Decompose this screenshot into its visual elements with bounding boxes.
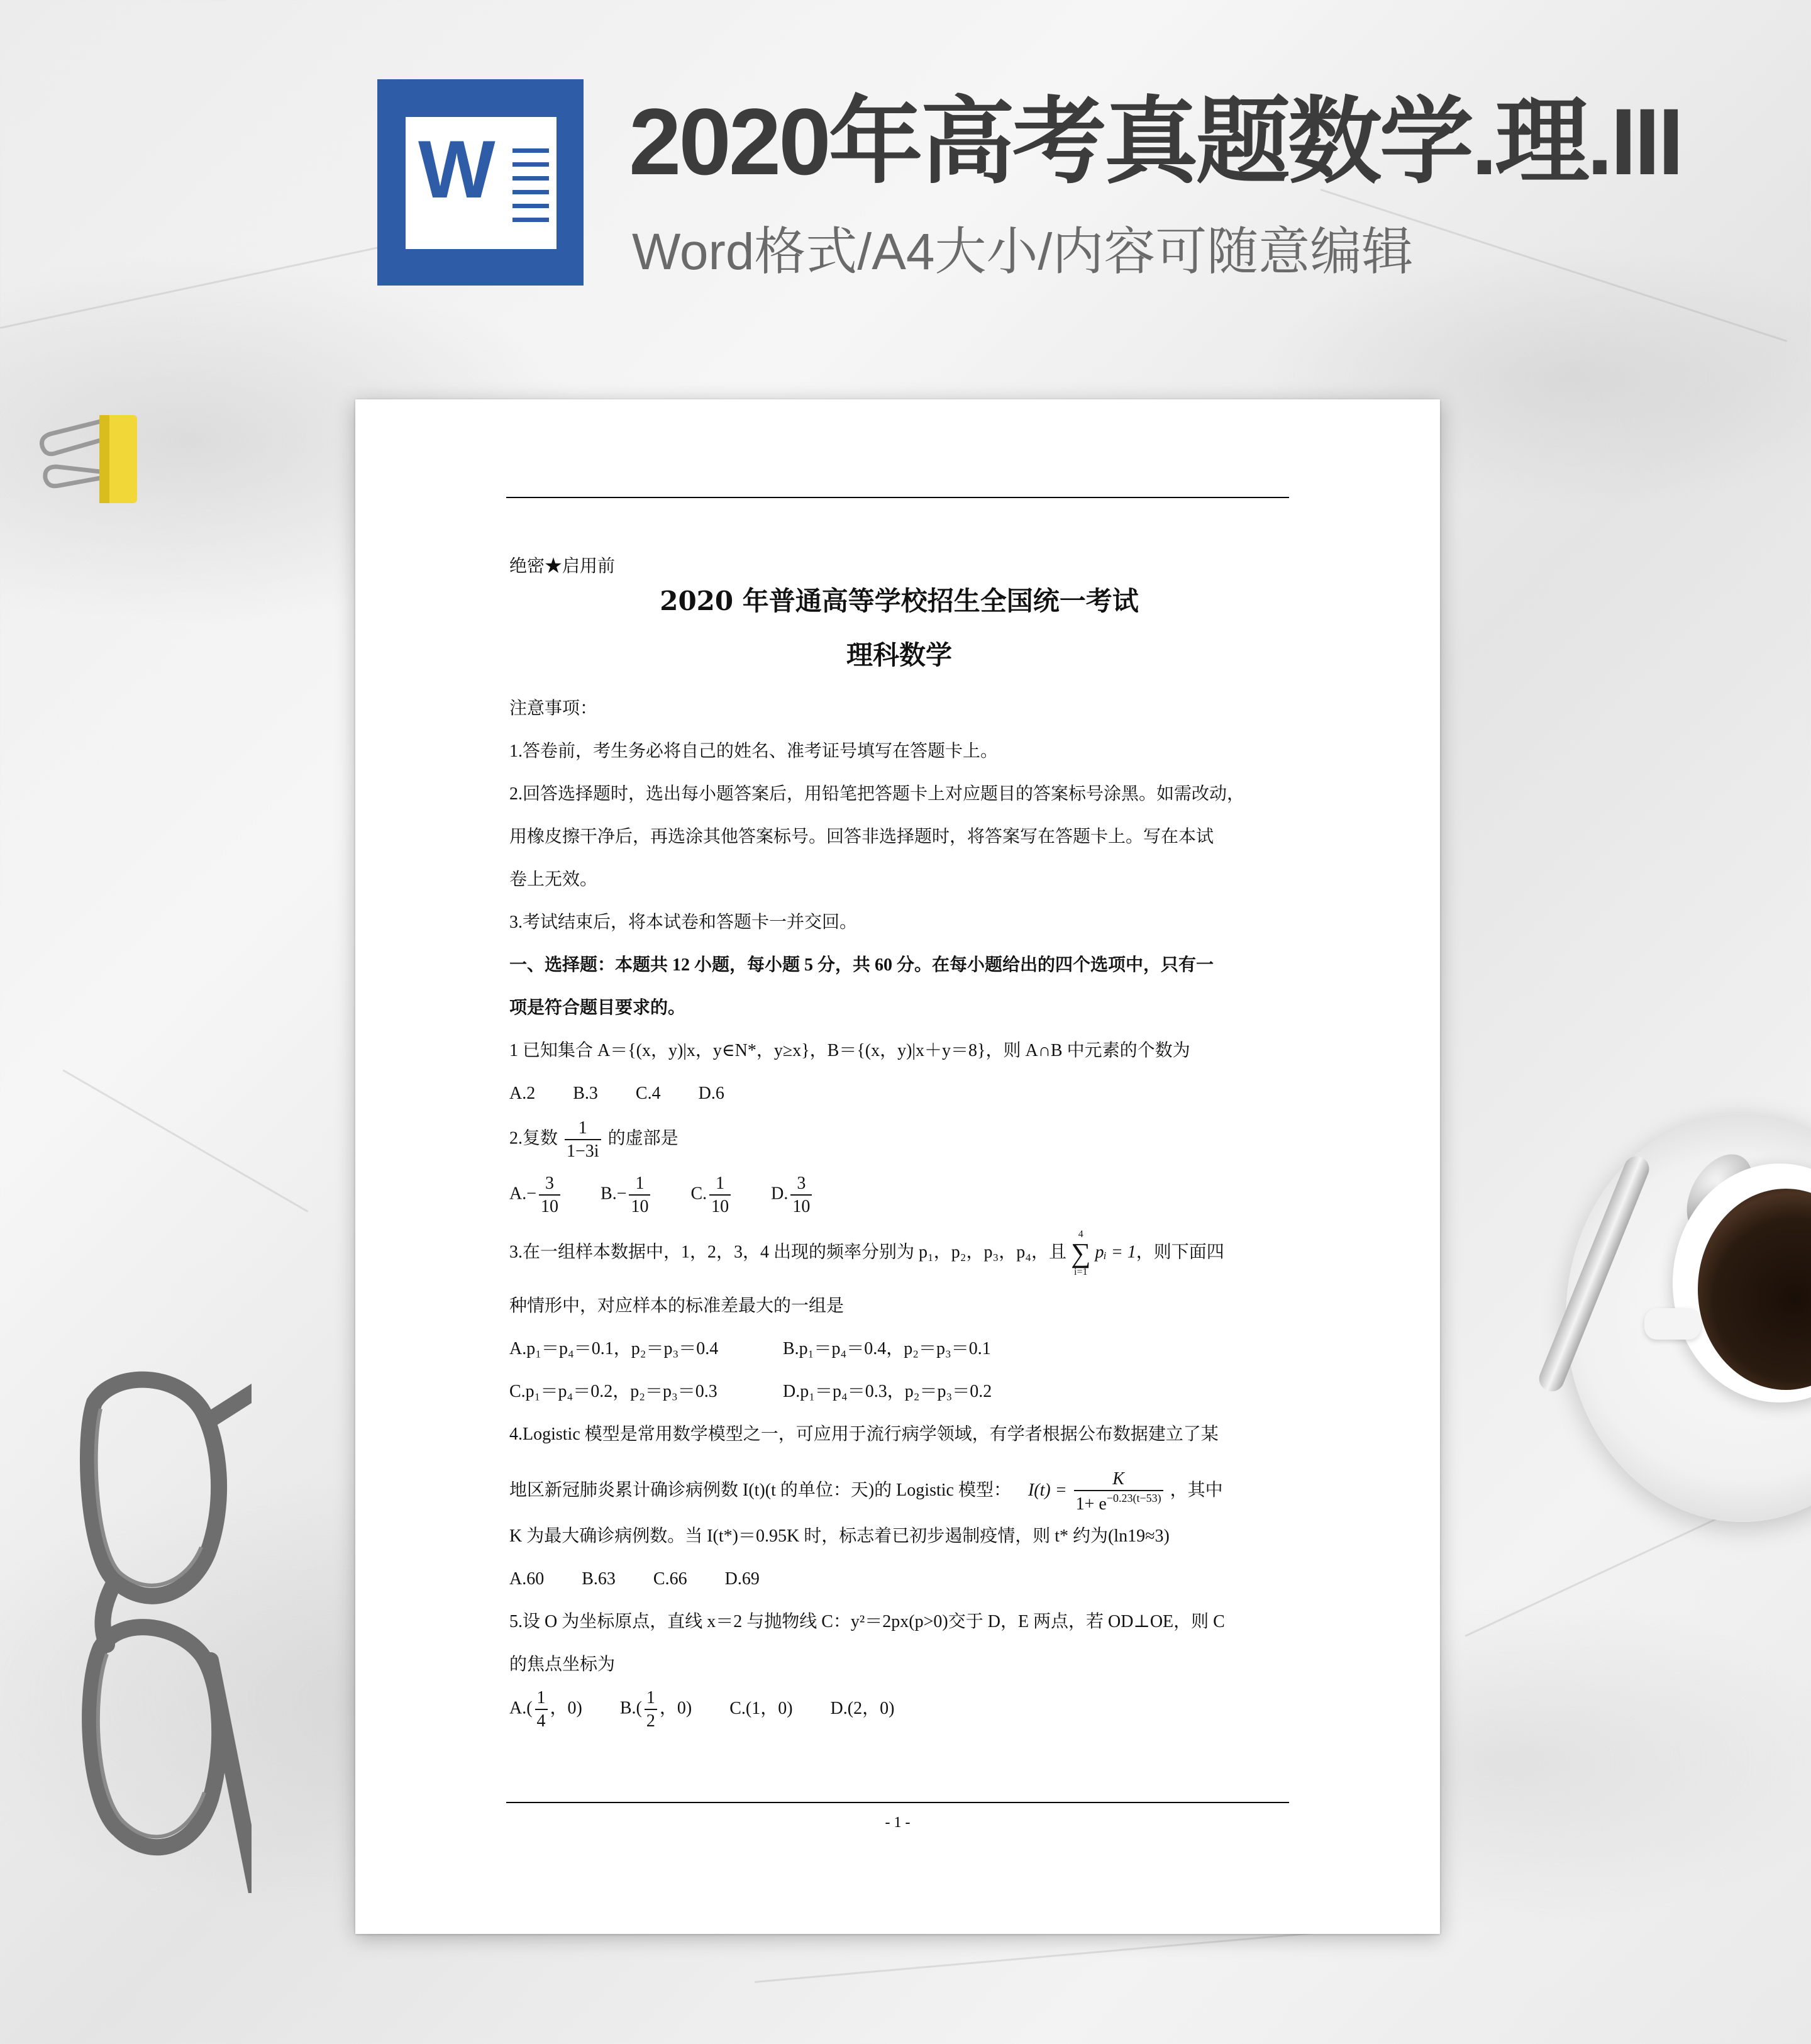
q2-fraction: [565, 1118, 601, 1162]
word-document-icon: [377, 79, 584, 286]
q3-sum-body: pᵢ = 1: [1095, 1242, 1136, 1262]
exam-title: 2020 年普通高等学校招生全国统一考试: [660, 586, 1139, 616]
cup-handle: [1644, 1308, 1701, 1340]
q5-option-b-label: B.(: [619, 1698, 642, 1718]
section-heading-line-2: 项是符合题目要求的。: [509, 998, 686, 1018]
q2-option-d: [771, 1173, 814, 1218]
question-3-line-1: [509, 1230, 1224, 1277]
q2-prefix: 2.复数: [509, 1128, 558, 1148]
q4-formula-exp: −0.23(t−53): [1106, 1491, 1161, 1504]
q2-fraction-numerator: 1: [578, 1118, 587, 1138]
q1-option-b: B.3: [573, 1084, 598, 1103]
page-number: - 1 -: [885, 1814, 911, 1831]
q2-option-a: [509, 1173, 563, 1218]
sigma-icon: ∑: [1071, 1238, 1091, 1269]
q5-option-c: C.(1，0): [729, 1698, 793, 1718]
question-1-options: [509, 1085, 762, 1103]
notice-heading: 注意事项：: [509, 699, 598, 718]
question-4-line-3: K 为最大确诊病例数。当 I(t*)＝0.95K 时，标志着已初步遏制疫情，则 t* 约为(ln19≈3): [509, 1526, 1170, 1546]
q3-option-b: B.p₁＝p₄＝0.4，p₂＝p₃＝0.1: [783, 1339, 991, 1358]
q2-suffix: 的虚部是: [607, 1128, 678, 1148]
q3-sum: [1071, 1230, 1090, 1277]
page-title: 2020年高考真题数学.理.III: [629, 89, 1682, 194]
q2-option-a-num: 3: [545, 1174, 555, 1193]
q2-option-d-num: 3: [797, 1174, 806, 1193]
q4-option-d: D.69: [724, 1569, 760, 1589]
q4-option-c: C.66: [653, 1569, 687, 1589]
question-4-line-1: 4.Logistic 模型是常用数学模型之一，可应用于流行病学领域，有学者根据公布数据建立了某: [509, 1425, 1219, 1444]
q5-option-a-num: 1: [536, 1688, 546, 1708]
q5-option-a-tail: ，0): [550, 1698, 582, 1718]
binder-clip-icon: [38, 409, 151, 509]
q2-option-c-den: 10: [709, 1194, 731, 1218]
page-subtitle: Word格式/A4大小/内容可随意编辑: [632, 223, 1414, 280]
q4-formula-fraction: [1074, 1469, 1163, 1515]
notice-2-line-3: 卷上无效。: [509, 870, 598, 889]
notice-3: 3.考试结束后，将本试卷和答题卡一并交回。: [509, 913, 858, 932]
section-heading-line-1: 一、选择题：本题共 12 小题，每小题 5 分，共 60 分。在每小题给出的四个选项中，只有一: [509, 955, 1214, 975]
question-4-line-2: [509, 1469, 1223, 1515]
q2-option-b: [601, 1173, 653, 1218]
q2-fraction-denominator: 1−3i: [565, 1139, 601, 1162]
q3-option-a: A.p₁＝p₄＝0.1，p₂＝p₃＝0.4: [509, 1339, 719, 1358]
question-5-line-1: 5.设 O 为坐标原点，直线 x＝2 与抛物线 C：y²＝2px(p>0)交于 D，E 两点，若 OD⊥OE，则 C: [509, 1612, 1225, 1631]
q4-formula-lhs: I(t) =: [1027, 1480, 1067, 1501]
q2-option-b-label: B.−: [601, 1184, 627, 1204]
q5-option-b: [620, 1687, 692, 1732]
q4-suffix: ，其中: [1170, 1480, 1223, 1501]
q1-option-c: C.4: [635, 1084, 661, 1103]
question-2: [509, 1118, 678, 1162]
q3-suffix: ，则下面四: [1136, 1242, 1224, 1262]
q2-option-c-num: 1: [716, 1174, 725, 1193]
exam-paper: [355, 399, 1440, 1934]
q4-option-a: A.60: [509, 1569, 545, 1589]
q2-option-b-num: 1: [635, 1174, 645, 1193]
q1-option-d: D.6: [698, 1084, 724, 1103]
q5-option-a: [509, 1687, 582, 1732]
question-5-line-2: 的焦点坐标为: [509, 1655, 616, 1674]
q2-option-a-label: A.−: [509, 1184, 537, 1204]
q2-option-c: [690, 1173, 733, 1218]
q1-option-a: A.2: [509, 1084, 536, 1103]
q5-option-b-tail: ，0): [659, 1698, 692, 1718]
eyeglasses-icon: [75, 1365, 252, 1893]
q3-prefix: 3.在一组样本数据中，1，2，3，4 出现的频率分别为 p₁，p₂，p₃，p₄，且: [509, 1242, 1067, 1262]
q4-formula-den-wrap: [1074, 1490, 1163, 1515]
q4-option-b: B.63: [582, 1569, 616, 1589]
q5-option-a-label: A.(: [509, 1698, 533, 1718]
notice-2-line-1: 2.回答选择题时，选出每小题答案后，用铅笔把答题卡上对应题目的答案标号涂黑。如需改动，: [509, 784, 1245, 804]
exam-subject: 理科数学: [846, 640, 952, 670]
question-4-options: [509, 1570, 797, 1588]
question-1: 1 已知集合 A＝{(x，y)|x，y∈N*，y≥x}，B＝{(x，y)|x＋y＝8}，则 A∩B 中元素的个数为: [509, 1041, 1190, 1060]
q3-sum-lower: i=1: [1074, 1267, 1088, 1277]
q4-formula-den: 1+ e: [1075, 1494, 1107, 1514]
q5-option-b-den: 2: [645, 1709, 657, 1732]
question-2-options: [509, 1173, 852, 1218]
secret-label: 绝密★启用前: [509, 557, 616, 576]
q5-option-a-den: 4: [535, 1709, 548, 1732]
question-3-line-2: 种情形中，对应样本的标准差最大的一组是: [509, 1296, 845, 1316]
word-icon-letter: W: [418, 123, 496, 215]
notice-1: 1.答卷前，考生务必将自己的姓名、准考证号填写在答题卡上。: [509, 742, 999, 761]
q2-option-c-label: C.: [690, 1184, 707, 1204]
q4-prefix: 地区新冠肺炎累计确诊病例数 I(t)(t 的单位：天)的 Logistic 模型：: [509, 1480, 1011, 1501]
header-rule: [506, 497, 1289, 498]
q3-option-d: D.p₁＝p₄＝0.3，p₂＝p₃＝0.2: [783, 1382, 992, 1401]
q5-option-b-num: 1: [646, 1688, 655, 1708]
q5-option-d: D.(2，0): [830, 1698, 895, 1718]
q2-option-d-den: 10: [790, 1194, 812, 1218]
q2-option-b-den: 10: [629, 1194, 650, 1218]
q4-formula-num: K: [1112, 1469, 1124, 1489]
question-5-options: [509, 1687, 932, 1732]
q2-option-a-den: 10: [539, 1194, 560, 1218]
footer-rule: [506, 1802, 1289, 1803]
q2-option-d-label: D.: [771, 1184, 789, 1204]
q3-option-c: C.p₁＝p₄＝0.2，p₂＝p₃＝0.3: [509, 1382, 717, 1401]
q3-sum-upper: 4: [1078, 1229, 1083, 1240]
notice-2-line-2: 用橡皮擦干净后，再选涂其他答案标号。回答非选择题时，将答案写在答题卡上。写在本试: [509, 827, 1214, 847]
